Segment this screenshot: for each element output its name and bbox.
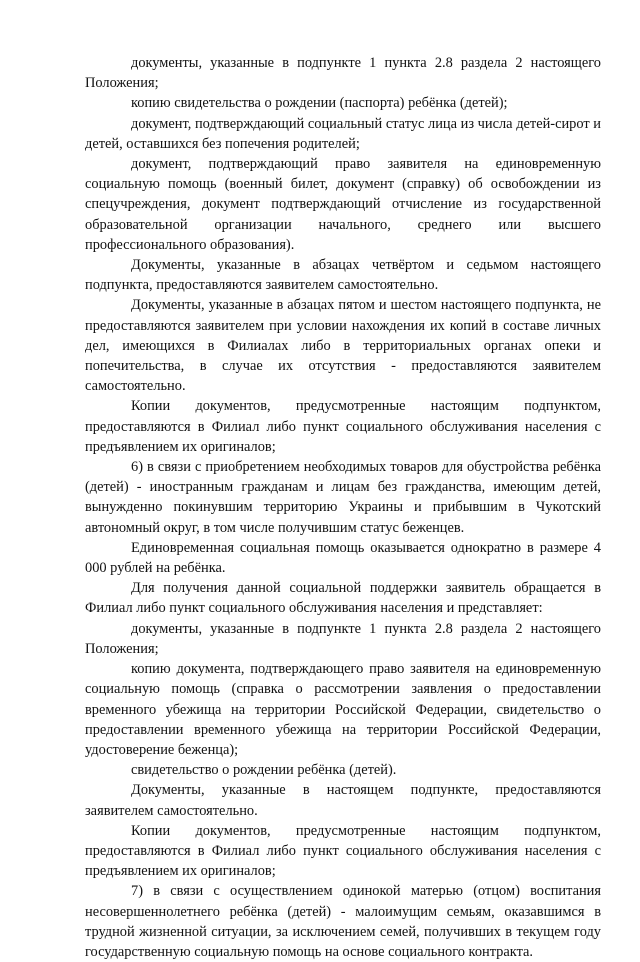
paragraph-not-provided-docs: Документы, указанные в абзацах пятом и шестом настоящего подпункта, не предоставляются заявителем при условии нахождения их копий в составе личных дел, имеющихся в Филиалах либо в территориальных органах опеки и попечительства, в случае их отсутствия - предоставляются заявителем самостоятельно. [85,297,601,395]
paragraph-birth-certificate-copy: копию свидетельства о рождении (паспорта) ребёнка (детей); [131,95,508,112]
paragraph-orphan-status-doc: документ, подтверждающий социальный статус лица из числа детей-сирот и детей, оставшихся без попечения родителей; [85,115,601,152]
paragraph-birth-certificate: свидетельство о рождении ребёнка (детей). [131,762,397,779]
paragraph-refugee-docs: копию документа, подтверждающего право заявителя на единовременную социальную помощь (справка о рассмотрении заявления о предоставлении временного убежища на территории Российской Федерации, свидетельство о предоставлении временного убежища на территории Российской Федерации, удостоверение беженца); [85,661,601,758]
paragraph-item-7: 7) в связи с осуществлением одинокой матерью (отцом) воспитания несовершеннолетнего ребёнка (детей) - малоимущим семьям, оказавшимся в трудной жизненной ситуации, за исключением семей, получивших в текущем году государственную социальную помощь на основе социального контракта. [85,883,601,960]
paragraph-self-provided-docs-2: Документы, указанные в настоящем подпункте, предоставляются заявителем самостоятельно. [85,782,601,819]
paragraph-subpoint-docs: документы, указанные в подпункте 1 пункта 2.8 раздела 2 настоящего Положения; [85,55,601,92]
paragraph-item-6: 6) в связи с приобретением необходимых товаров для обустройства ребёнка (детей) - иностранным гражданам и лицам без гражданства, имеющим детей, вынужденно покинувшим территорию Украины и прибывшим в Чукотский автономный округ, в том числе получившим статус беженцев. [85,459,601,536]
paragraph-copies-with-originals-2: Копии документов, предусмотренные настоящим подпунктом, предоставляются в Филиал либо пункт социального обслуживания населения с предъявлением их оригиналов; [85,822,601,880]
paragraph-application-procedure: Для получения данной социальной поддержки заявитель обращается в Филиал либо пункт социального обслуживания населения и представляет: [85,580,601,617]
paragraph-self-provided-docs: Документы, указанные в абзацах четвёртом и седьмом настоящего подпункта, предоставляются заявителем самостоятельно. [85,257,601,294]
paragraph-copies-with-originals: Копии документов, предусмотренные настоящим подпунктом, предоставляются в Филиал либо пункт социального обслуживания населения с предъявлением их оригиналов; [85,398,601,455]
paragraph-one-time-amount: Единовременная социальная помощь оказывается однократно в размере 4 000 рублей на ребёнка. [85,539,601,577]
paragraph-right-confirming-doc: документ, подтверждающий право заявителя на единовременную социальную помощь (военный билет, документ (справку) об освобождении из спецучреждения, документ подтверждающий отчисление из государственной образовательной организации начального, среднего или высшего профессионального образования). [85,156,601,253]
document-page [85,53,601,962]
paragraph-subpoint-docs-2: документы, указанные в подпункте 1 пункта 2.8 раздела 2 настоящего Положения; [85,620,601,657]
